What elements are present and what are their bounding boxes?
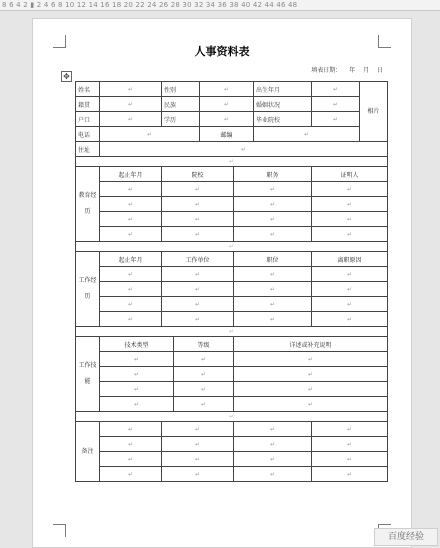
table-cell[interactable]: ↵ [174,352,234,367]
table-row [76,397,388,412]
ruler-marks: 8 6 4 2 ▮ 2 4 6 8 10 12 14 16 18 20 22 24 26 28 30 32 34 36 38 40 42 44 46 48 [2,1,298,9]
table-cell[interactable]: ↵ [162,182,234,197]
label-education: 学历 [162,112,200,127]
table-row [76,142,388,157]
table-cell[interactable]: ↵ [162,297,234,312]
table-row [76,227,388,242]
edu-section-label: 教育经历 [76,167,100,242]
label-marital: 婚姻状况 [254,97,312,112]
table-cell[interactable]: ↵ [100,182,162,197]
edu-header-reference: 证明人 [312,167,388,182]
table-cell[interactable]: ↵ [312,182,388,197]
table-cell[interactable]: ↵ [234,282,312,297]
table-row [76,352,388,367]
table-cell[interactable]: ↵ [162,312,234,327]
table-cell[interactable]: ↵ [162,422,234,437]
margin-corner-mark [53,524,66,537]
remark-section-label: 备注 [76,422,100,482]
input-marital[interactable]: ↵ [312,97,360,112]
table-cell[interactable]: ↵ [100,397,174,412]
table-cell[interactable]: ↵ [100,297,162,312]
personnel-form-table[interactable] [75,81,388,482]
table-cell[interactable]: ↵ [100,452,162,467]
table-cell[interactable]: ↵ [234,227,312,242]
table-cell[interactable]: ↵ [100,367,174,382]
table-cell[interactable]: ↵ [100,467,162,482]
table-cell[interactable]: ↵ [312,282,388,297]
table-cell[interactable]: ↵ [312,267,388,282]
input-native[interactable]: ↵ [100,97,162,112]
skill-header-details: 详述或补充说明 [234,337,388,352]
table-cell[interactable]: ↵ [234,197,312,212]
edu-header-period: 起止年月 [100,167,162,182]
input-education[interactable]: ↵ [200,112,254,127]
table-row [76,127,388,142]
table-cell[interactable]: ↵ [234,437,312,452]
input-address[interactable]: ↵ [100,142,388,157]
edu-header-school: 院校 [162,167,234,182]
input-phone[interactable]: ↵ [100,127,200,142]
document-title[interactable]: 人事资料表 [194,45,250,58]
table-row [76,212,388,227]
input-ethnic[interactable]: ↵ [200,97,254,112]
input-hukou[interactable]: ↵ [100,112,162,127]
table-cell[interactable]: ↵ [100,227,162,242]
spacer-row: ↵ [76,327,388,337]
table-cell[interactable]: ↵ [234,452,312,467]
table-cell[interactable]: ↵ [312,227,388,242]
horizontal-ruler[interactable] [0,0,440,11]
table-row [76,197,388,212]
table-cell[interactable]: ↵ [100,422,162,437]
table-cell[interactable]: ↵ [234,182,312,197]
table-cell[interactable]: ↵ [100,382,174,397]
table-cell[interactable]: ↵ [162,452,234,467]
skill-header-type: 技术类型 [100,337,174,352]
label-gender: 性别 [162,82,200,97]
label-native: 籍贯 [76,97,100,112]
table-cell[interactable]: ↵ [162,267,234,282]
table-cell[interactable]: ↵ [162,212,234,227]
document-page[interactable] [32,18,412,548]
table-cell[interactable]: ↵ [312,297,388,312]
table-row [76,337,388,352]
table-cell[interactable]: ↵ [174,382,234,397]
spacer-row: ↵ [76,412,388,422]
table-cell[interactable]: ↵ [234,212,312,227]
table-cell[interactable]: ↵ [234,297,312,312]
table-cell[interactable]: ↵ [100,352,174,367]
input-gender[interactable]: ↵ [200,82,254,97]
table-cell[interactable]: ↵ [234,467,312,482]
table-cell[interactable]: ↵ [234,267,312,282]
table-row [76,97,388,112]
table-row [76,182,388,197]
table-cell[interactable]: ↵ [174,367,234,382]
input-birth[interactable]: ↵ [312,82,360,97]
table-cell[interactable]: ↵ [312,422,388,437]
table-cell[interactable]: ↵ [100,312,162,327]
table-cell[interactable]: ↵ [234,367,388,382]
fill-date-line[interactable]: 填表日期： 年 月 日 [311,67,383,74]
label-ethnic: 民族 [162,97,200,112]
label-name: 姓名 [76,82,100,97]
table-row [76,297,388,312]
work-header-position: 职位 [234,252,312,267]
table-cell[interactable]: ↵ [312,312,388,327]
table-row [76,467,388,482]
photo-cell[interactable]: 相片 [360,82,388,142]
table-cell[interactable]: ↵ [234,397,388,412]
table-cell[interactable]: ↵ [162,437,234,452]
table-row [76,167,388,182]
table-cell[interactable]: ↵ [234,312,312,327]
edu-header-position: 职务 [234,167,312,182]
table-cell[interactable]: ↵ [312,197,388,212]
label-phone: 电话 [76,127,100,142]
work-header-employer: 工作单位 [162,252,234,267]
table-cell[interactable]: ↵ [100,267,162,282]
table-row [76,382,388,397]
table-row [76,437,388,452]
table-row [76,112,388,127]
table-cell[interactable]: ↵ [174,397,234,412]
table-row [76,367,388,382]
table-row [76,282,388,297]
work-header-leave-reason: 离职原因 [312,252,388,267]
table-cell[interactable]: ↵ [234,382,388,397]
work-section-label: 工作经历 [76,252,100,327]
input-postcode[interactable]: ↵ [254,127,360,142]
table-move-handle-icon[interactable]: ✥ [61,71,72,82]
watermark-logo: 百度经验 [374,528,438,546]
spacer-row: ↵ [76,242,388,252]
skill-header-level: 等级 [174,337,234,352]
table-cell[interactable]: ↵ [312,437,388,452]
table-cell[interactable]: ↵ [312,212,388,227]
input-name[interactable]: ↵ [100,82,162,97]
table-cell[interactable]: ↵ [162,197,234,212]
table-row [76,82,388,97]
work-header-period: 起止年月 [100,252,162,267]
skill-section-label: 工作技能 [76,337,100,412]
table-cell[interactable]: ↵ [162,282,234,297]
table-cell[interactable]: ↵ [312,467,388,482]
label-school: 毕业院校 [254,112,312,127]
table-row [76,267,388,282]
table-row [76,312,388,327]
table-cell[interactable]: ↵ [100,282,162,297]
label-birth: 出生年月 [254,82,312,97]
label-hukou: 户口 [76,112,100,127]
table-cell[interactable]: ↵ [162,227,234,242]
table-row [76,422,388,437]
spacer-row: ↵ [76,157,388,167]
table-cell[interactable]: ↵ [100,437,162,452]
table-cell[interactable]: ↵ [100,197,162,212]
table-cell[interactable]: ↵ [234,352,388,367]
table-cell[interactable]: ↵ [162,467,234,482]
table-cell[interactable]: ↵ [312,452,388,467]
input-school[interactable]: ↵ [312,112,360,127]
table-cell[interactable]: ↵ [234,422,312,437]
label-address: 住址 [76,142,100,157]
table-row [76,452,388,467]
table-cell[interactable]: ↵ [100,212,162,227]
label-postcode: 邮编 [200,127,254,142]
table-row [76,252,388,267]
